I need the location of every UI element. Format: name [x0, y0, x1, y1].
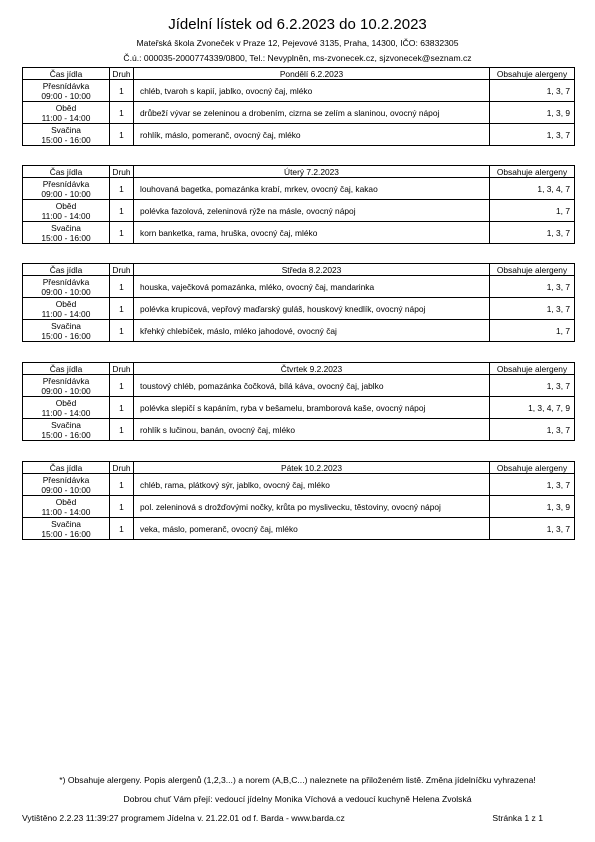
day-table	[22, 362, 575, 441]
page-title: Jídelní lístek od 6.2.2023 do 10.2.2023	[168, 16, 427, 33]
meal-name: Přesnídávka	[42, 375, 90, 386]
meal-food: korn banketka, rama, hruška, ovocný čaj, mléko	[134, 222, 490, 244]
table-row	[23, 474, 575, 496]
meal-name: Svačina	[51, 222, 81, 233]
meal-allergens: 1, 3, 4, 7	[490, 178, 575, 200]
meal-food: polévka slepičí s kapáním, ryba v bešamelu, bramborová kaše, ovocný nápoj	[134, 397, 490, 419]
meal-name: Přesnídávka	[42, 80, 90, 91]
meal-cell	[23, 474, 110, 496]
col-allergens-header: Obsahuje alergeny	[490, 68, 575, 80]
meal-allergens: 1, 3, 7	[490, 298, 575, 320]
col-meal-header: Čas jídla	[23, 68, 110, 80]
meal-food: rohlík s lučinou, banán, ovocný čaj, mléko	[134, 419, 490, 441]
meal-cell	[23, 320, 110, 342]
meal-cell	[23, 124, 110, 146]
meal-food: drůbeží vývar se zeleninou a drobením, cizrna se zelím a slaninou, ovocný nápoj	[134, 102, 490, 124]
day-name: Středa 8.2.2023	[134, 264, 490, 276]
meal-time: 09:00 - 10:00	[41, 188, 91, 199]
meal-allergens: 1, 3, 9	[490, 496, 575, 518]
meal-type: 1	[110, 298, 134, 320]
table-row	[23, 496, 575, 518]
meal-name: Oběd	[55, 298, 77, 309]
meal-type: 1	[110, 222, 134, 244]
table-row	[23, 419, 575, 441]
meal-food: louhovaná bagetka, pomazánka krabí, mrkev, ovocný čaj, kakao	[134, 178, 490, 200]
meal-type: 1	[110, 276, 134, 298]
meal-food: toustový chléb, pomazánka čočková, bílá káva, ovocný čaj, jablko	[134, 375, 490, 397]
meal-type: 1	[110, 375, 134, 397]
meal-allergens: 1, 3, 7	[490, 80, 575, 102]
table-row	[23, 102, 575, 124]
table-header-row	[23, 166, 575, 178]
meal-type: 1	[110, 474, 134, 496]
meal-time: 11:00 - 14:00	[41, 210, 91, 221]
meal-time: 09:00 - 10:00	[41, 484, 91, 495]
meal-food: houska, vaječková pomazánka, mléko, ovocný čaj, mandarinka	[134, 276, 490, 298]
table-row	[23, 397, 575, 419]
table-row	[23, 276, 575, 298]
meal-food: křehký chlebíček, máslo, mléko jahodové, ovocný čaj	[134, 320, 490, 342]
table-row	[23, 200, 575, 222]
day-name: Úterý 7.2.2023	[134, 166, 490, 178]
table-row	[23, 178, 575, 200]
meal-food: pol. zeleninová s drožďovými nočky, krůta po myslivecku, těstoviny, ovocný nápoj	[134, 496, 490, 518]
meal-cell	[23, 375, 110, 397]
meal-name: Oběd	[55, 102, 77, 113]
meal-type: 1	[110, 518, 134, 540]
col-meal-header: Čas jídla	[23, 462, 110, 474]
meal-cell	[23, 222, 110, 244]
meal-type: 1	[110, 178, 134, 200]
meal-time: 15:00 - 16:00	[41, 134, 91, 145]
day-table	[22, 67, 575, 146]
meal-cell	[23, 397, 110, 419]
meal-food: chléb, tvaroh s kapií, jablko, ovocný čaj, mléko	[134, 80, 490, 102]
col-allergens-header: Obsahuje alergeny	[490, 166, 575, 178]
col-meal-header: Čas jídla	[23, 264, 110, 276]
table-row	[23, 80, 575, 102]
meal-time: 09:00 - 10:00	[41, 90, 91, 101]
table-header-row	[23, 363, 575, 375]
meal-food: rohlík, máslo, pomeranč, ovocný čaj, mléko	[134, 124, 490, 146]
meal-cell	[23, 276, 110, 298]
meal-type: 1	[110, 419, 134, 441]
day-table	[22, 263, 575, 342]
meal-time: 15:00 - 16:00	[41, 232, 91, 243]
meal-type: 1	[110, 320, 134, 342]
contact-info: Č.ú.: 000035-2000774339/0800, Tel.: Nevyplněn, ms-zvonecek.cz, sjzvonecek@seznam.cz	[123, 53, 472, 63]
meal-name: Přesnídávka	[42, 276, 90, 287]
meal-cell	[23, 102, 110, 124]
day-table	[22, 461, 575, 540]
meal-name: Přesnídávka	[42, 474, 90, 485]
meal-type: 1	[110, 200, 134, 222]
table-row	[23, 124, 575, 146]
meal-type: 1	[110, 397, 134, 419]
col-type-header: Druh	[110, 462, 134, 474]
meal-allergens: 1, 3, 7	[490, 375, 575, 397]
meal-name: Oběd	[55, 397, 77, 408]
table-row	[23, 298, 575, 320]
table-header-row	[23, 264, 575, 276]
meal-cell	[23, 200, 110, 222]
meal-cell	[23, 298, 110, 320]
table-header-row	[23, 68, 575, 80]
table-row	[23, 320, 575, 342]
meal-allergens: 1, 3, 9	[490, 102, 575, 124]
meal-allergens: 1, 7	[490, 320, 575, 342]
meal-allergens: 1, 7	[490, 200, 575, 222]
meal-type: 1	[110, 496, 134, 518]
col-meal-header: Čas jídla	[23, 363, 110, 375]
meal-allergens: 1, 3, 7	[490, 276, 575, 298]
meal-allergens: 1, 3, 7	[490, 419, 575, 441]
table-header-row	[23, 462, 575, 474]
school-info: Mateřská škola Zvoneček v Praze 12, Pejevové 3135, Praha, 14300, IČO: 63832305	[136, 38, 459, 48]
meal-name: Svačina	[51, 419, 81, 430]
col-type-header: Druh	[110, 363, 134, 375]
table-row	[23, 222, 575, 244]
day-name: Pátek 10.2.2023	[134, 462, 490, 474]
meal-name: Oběd	[55, 200, 77, 211]
col-meal-header: Čas jídla	[23, 166, 110, 178]
col-type-header: Druh	[110, 166, 134, 178]
meal-allergens: 1, 3, 7	[490, 518, 575, 540]
meal-type: 1	[110, 124, 134, 146]
col-allergens-header: Obsahuje alergeny	[490, 363, 575, 375]
allergen-note: *) Obsahuje alergeny. Popis alergenů (1,2,3...) a norem (A,B,C...) naleznete na přiloženém listě. Změna jídelníčku vyhrazena!	[59, 775, 536, 785]
meal-time: 09:00 - 10:00	[41, 286, 91, 297]
day-table	[22, 165, 575, 244]
col-type-header: Druh	[110, 68, 134, 80]
meal-time: 09:00 - 10:00	[41, 385, 91, 396]
print-info: Vytištěno 2.2.23 11:39:27 programem Jídelna v. 21.22.01 od f. Barda - www.barda.cz	[22, 813, 345, 823]
meal-time: 11:00 - 14:00	[41, 506, 91, 517]
col-allergens-header: Obsahuje alergeny	[490, 264, 575, 276]
meal-name: Svačina	[51, 518, 81, 529]
col-allergens-header: Obsahuje alergeny	[490, 462, 575, 474]
meal-name: Svačina	[51, 124, 81, 135]
page-number: Stránka 1 z 1	[492, 813, 543, 823]
meal-cell	[23, 80, 110, 102]
day-name: Pondělí 6.2.2023	[134, 68, 490, 80]
table-row	[23, 375, 575, 397]
meal-allergens: 1, 3, 7	[490, 124, 575, 146]
meal-cell	[23, 496, 110, 518]
meal-cell	[23, 178, 110, 200]
meal-time: 11:00 - 14:00	[41, 112, 91, 123]
meal-cell	[23, 419, 110, 441]
col-type-header: Druh	[110, 264, 134, 276]
greeting: Dobrou chuť Vám přejí: vedoucí jídelny Monika Víchová a vedoucí kuchyně Helena Zvolská	[123, 794, 472, 804]
meal-food: chléb, rama, plátkový sýr, jablko, ovocný čaj, mléko	[134, 474, 490, 496]
meal-food: veka, máslo, pomeranč, ovocný čaj, mléko	[134, 518, 490, 540]
meal-food: polévka krupicová, vepřový maďarský guláš, houskový knedlík, ovocný nápoj	[134, 298, 490, 320]
meal-type: 1	[110, 102, 134, 124]
meal-time: 15:00 - 16:00	[41, 528, 91, 539]
meal-food: polévka fazolová, zeleninová rýže na másle, ovocný nápoj	[134, 200, 490, 222]
table-row	[23, 518, 575, 540]
meal-allergens: 1, 3, 7	[490, 222, 575, 244]
meal-cell	[23, 518, 110, 540]
meal-allergens: 1, 3, 7	[490, 474, 575, 496]
meal-time: 11:00 - 14:00	[41, 308, 91, 319]
meal-name: Svačina	[51, 320, 81, 331]
day-name: Čtvrtek 9.2.2023	[134, 363, 490, 375]
meal-allergens: 1, 3, 4, 7, 9	[490, 397, 575, 419]
meal-time: 11:00 - 14:00	[41, 407, 91, 418]
meal-time: 15:00 - 16:00	[41, 330, 91, 341]
meal-time: 15:00 - 16:00	[41, 429, 91, 440]
meal-type: 1	[110, 80, 134, 102]
meal-name: Oběd	[55, 496, 77, 507]
meal-name: Přesnídávka	[42, 178, 90, 189]
